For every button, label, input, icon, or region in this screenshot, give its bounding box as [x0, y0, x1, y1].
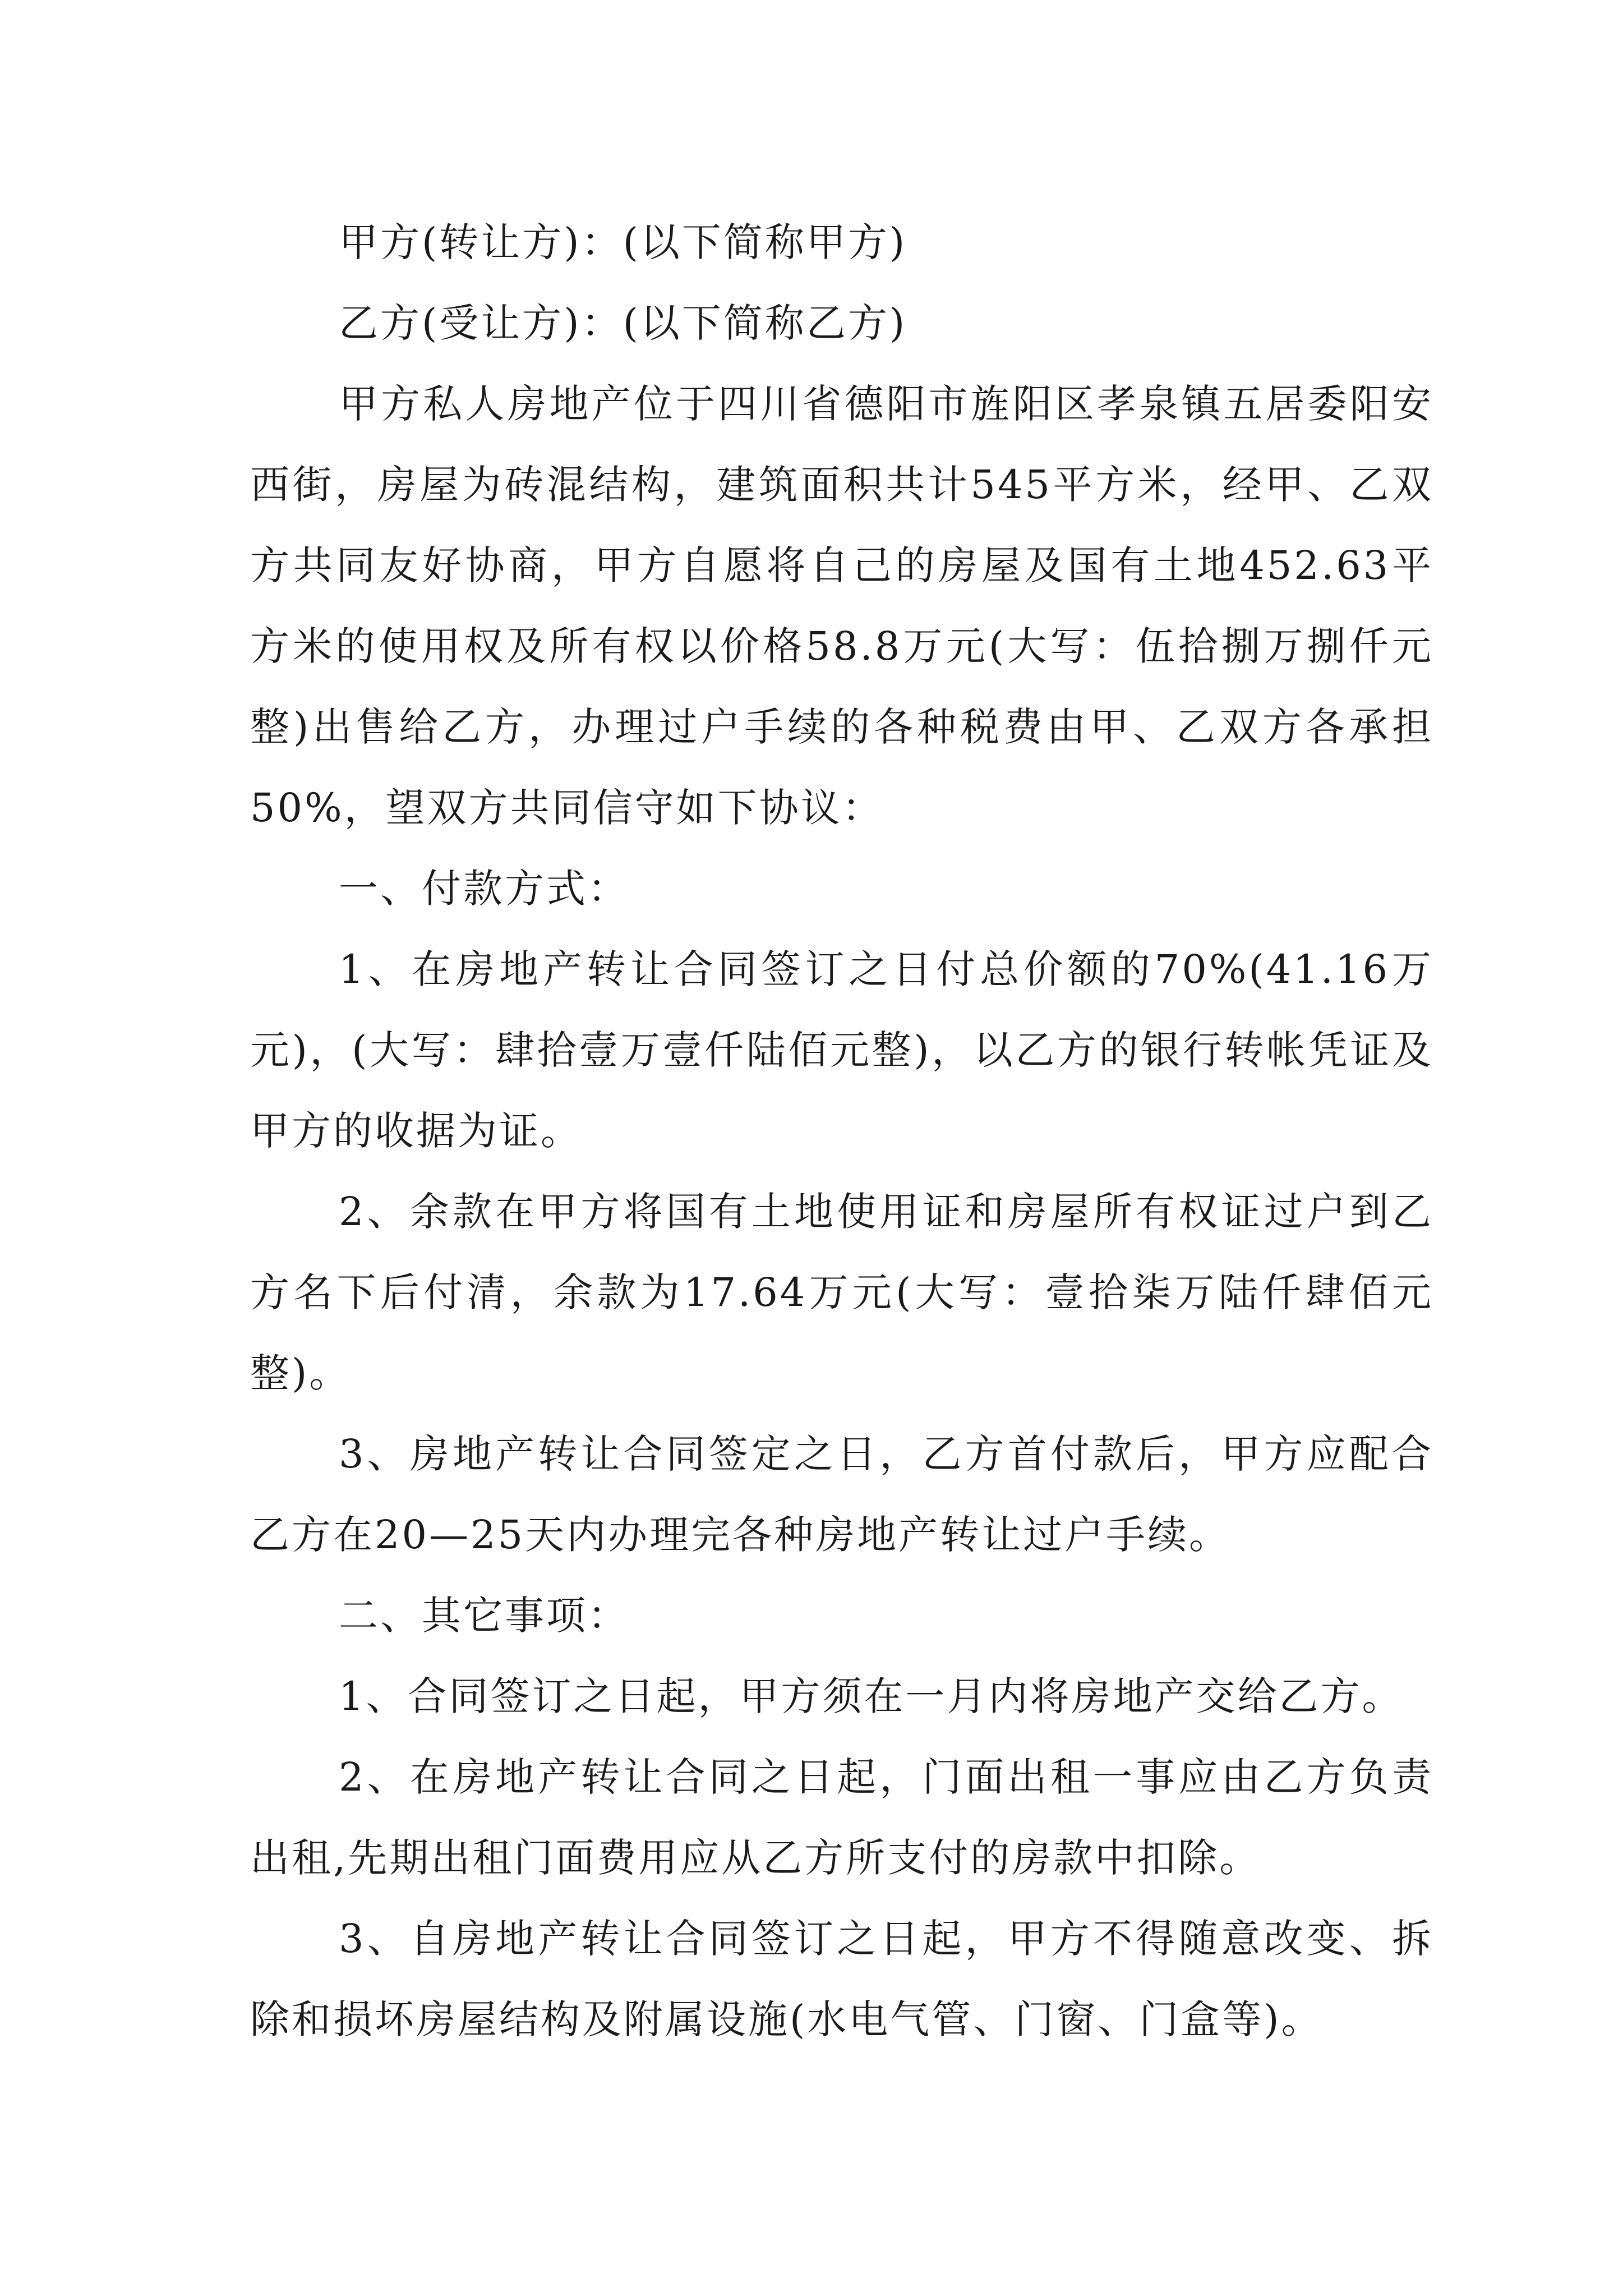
other-clause-2: 2、在房地产转让合同之日起，门面出租一事应由乙方负责出租,先期出租门面费用应从乙方所支付的房款中扣除。 [250, 1754, 1433, 1881]
payment-clause-2: 2、余款在甲方将国有土地使用证和房屋所有权证过户到乙方名下后付清，余款为17.64万元(大写：壹拾柒万陆仟肆佰元整)。 [250, 1189, 1433, 1396]
document-body [250, 202, 1433, 2060]
payment-clause-3: 3、房地产转让合同签定之日，乙方首付款后，甲方应配合乙方在20—25天内办理完各种房地产转让过户手续。 [250, 1431, 1433, 1558]
party-b-line: 乙方(受让方)：(以下简称乙方) [339, 300, 907, 346]
section-heading-payment: 一、付款方式： [339, 866, 629, 912]
other-clause-3: 3、自房地产转让合同签订之日起，甲方不得随意改变、拆除和损坏房屋结构及附属设施(水电气管、门窗、门盒等)。 [250, 1916, 1433, 2042]
party-a-line: 甲方(转让方)：(以下简称甲方) [339, 219, 907, 265]
payment-clause-1: 1、在房地产转让合同签订之日付总价额的70%(41.16万元)，(大写：肆拾壹万壹仟陆佰元整)，以乙方的银行转帐凭证及甲方的收据为证。 [250, 946, 1433, 1154]
other-clause-1: 1、合同签订之日起，甲方须在一月内将房地产交给乙方。 [339, 1673, 1404, 1719]
property-description-paragraph: 甲方私人房地产位于四川省德阳市旌阳区孝泉镇五居委阳安西街，房屋为砖混结构，建筑面积共计545平方米，经甲、乙双方共同友好协商，甲方自愿将自己的房屋及国有土地452.63平方米的使用权及所有权以价格58.8万元(大写：伍拾捌万捌仟元整)出售给乙方，办理过户手续的各种税费由甲、乙双方各承担50%，望双方共同信守如下协议： [250, 381, 1433, 831]
section-heading-other: 二、其它事项： [339, 1593, 629, 1639]
